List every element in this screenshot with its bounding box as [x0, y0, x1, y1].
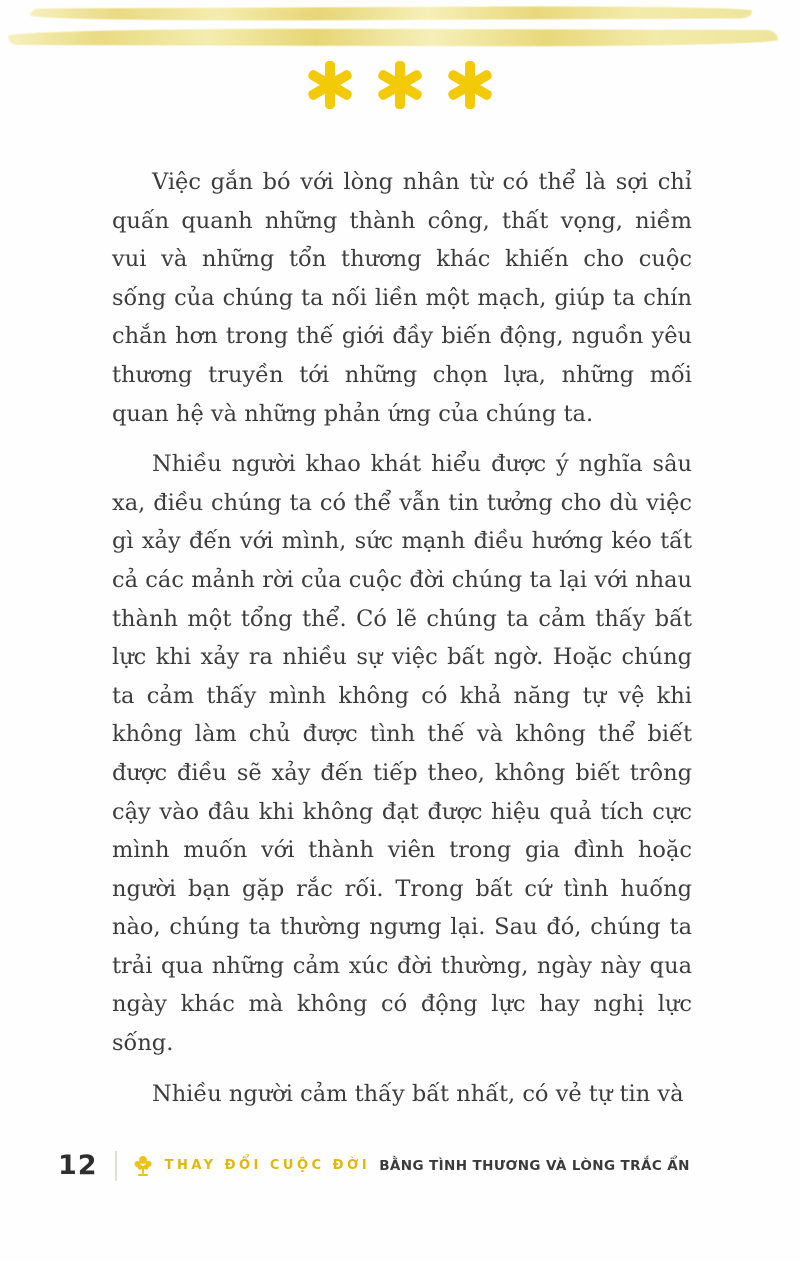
- highlight-strip-bottom: [8, 28, 778, 47]
- book-title-rest: BẰNG TÌNH THƯƠNG VÀ LÒNG TRẮC ẨN: [379, 1157, 690, 1174]
- book-title-accent: THAY ĐỔI CUỘC ĐỜI: [164, 1158, 371, 1173]
- tree-icon: [132, 1154, 154, 1178]
- section-break-ornament: [0, 58, 800, 116]
- highlight-strip-top: [30, 5, 752, 21]
- page-footer: [58, 1150, 690, 1181]
- page-body: [112, 163, 692, 1125]
- paragraph-3: Nhiều người cảm thấy bất nhất, có vẻ tự tin và: [152, 1080, 684, 1107]
- paragraph-2: Nhiều người khao khát hiểu được ý nghĩa sâu xa, điều chúng ta có thể vẫn tin tưởng cho dù việc gì xảy đến với mình, sức mạnh điều hướng kéo tất cả các mảnh rời của cuộc đời chúng ta lại với nhau thành một tổng thể. Có lẽ chúng ta cảm thấy bất lực khi xảy ra nhiều sự việc bất ngờ. Hoặc chúng ta cảm thấy mình không có khả năng tự vệ khi không làm chủ được tình thế và không thể biết được điều sẽ xảy đến tiếp theo, không biết trông cậy vào đâu khi không đạt được hiệu quả tích cực mình muốn với thành viên trong gia đình hoặc người bạn gặp rắc rối. Trong bất cứ tình huống nào, chúng ta thường ngưng lại. Sau đó, chúng ta trải qua những cảm xúc đời thường, ngày này qua ngày khác mà không có động lực hay nghị lực sống.: [112, 451, 692, 1057]
- asterisks-icon: [295, 58, 505, 112]
- footer-divider: [115, 1151, 117, 1181]
- paragraph-1: Việc gắn bó với lòng nhân từ có thể là sợi chỉ quấn quanh những thành công, thất vọng, niềm vui và những tổn thương khác khiến cho cuộc sống của chúng ta nối liền một mạch, giúp ta chín chắn hơn trong thế giới đầy biến động, nguồn yêu thương truyền tới những chọn lựa, những mối quan hệ và những phản ứng của chúng ta.: [112, 169, 692, 427]
- page-number: 12: [58, 1150, 98, 1181]
